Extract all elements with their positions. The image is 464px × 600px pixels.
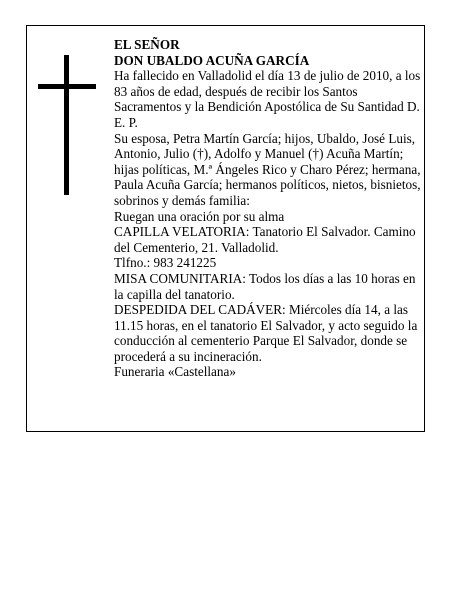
death-announcement: Ha fallecido en Valladolid el día 13 de julio de 2010, a los 83 años de edad, después de recibir los Santos Sacramentos y la Bendición Apostólica de Su Santidad D. E. P.	[114, 68, 421, 130]
notice-title: EL SEÑOR	[114, 37, 180, 52]
cross-icon-bar	[38, 84, 96, 89]
mass-info: MISA COMUNITARIA: Todos los días a las 10 horas en la capilla del tanatorio.	[114, 270, 416, 302]
family-list: Su esposa, Petra Martín García; hijos, Ubaldo, José Luis, Antonio, Julio (†), Adolfo y Manuel (†) Acuña Martín; hijas políticas, M.ª Ángeles Rico y Charo Pérez; hermana, Paula Acuña García; hermanos políticos, nietos, bisnietos, sobrinos y demás familia:	[114, 130, 421, 208]
cross-icon	[64, 55, 69, 195]
chapel-info: CAPILLA VELATORIA: Tanatorio El Salvador. Camino del Cementerio, 21. Valladolid.	[114, 224, 416, 255]
phone-info: Tlfno.: 983 241225	[114, 255, 217, 271]
farewell-info: DESPEDIDA DEL CADÁVER: Miércoles día 14, a las 11.15 horas, en el tanatorio El Salvador, y acto seguido la conducción al cementerio Parque El Salvador, donde se procederá a su incineración.	[114, 302, 418, 364]
deceased-name: DON UBALDO ACUÑA GARCÍA	[114, 52, 310, 68]
prayer-request: Ruegan una oración por su alma	[114, 208, 285, 224]
funeral-home: Funeraria «Castellana»	[114, 364, 236, 380]
obituary-text	[114, 37, 422, 380]
